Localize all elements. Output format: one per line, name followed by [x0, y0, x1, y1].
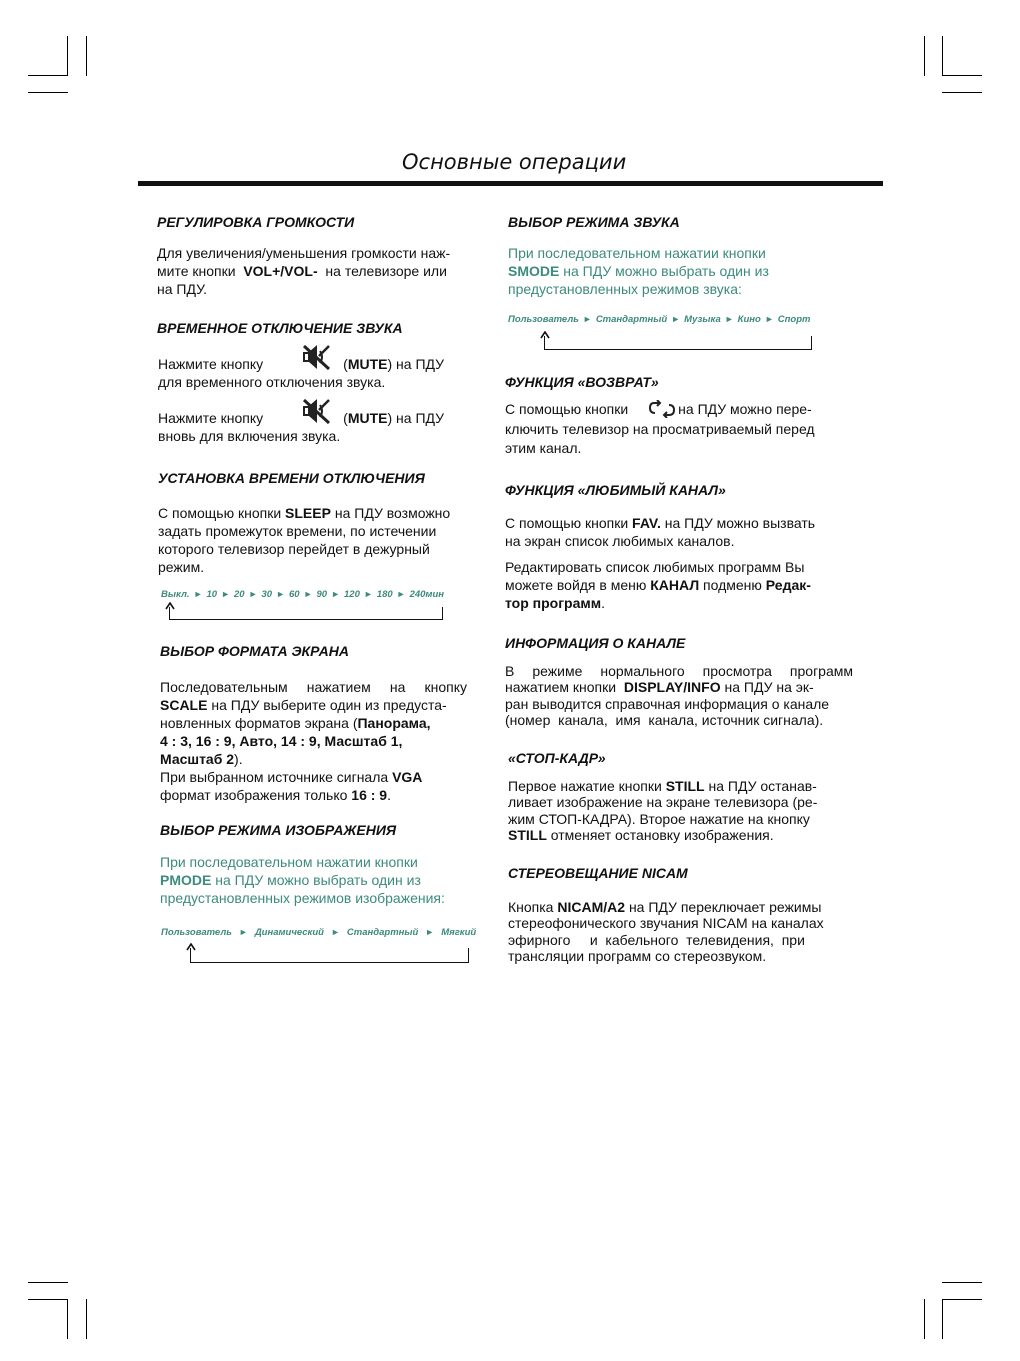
mute-icon [300, 343, 332, 371]
sequence-item: 10 [206, 589, 218, 600]
page-title: Основные операции [402, 150, 627, 174]
sleep-sequence [161, 589, 444, 600]
sequence-item: Пользователь [508, 314, 579, 325]
sequence-item: Стандартный [346, 927, 419, 938]
recall-icon [648, 400, 676, 418]
still-text: Первое нажатие кнопки STILL на ПДУ останав- ливает изображение на экране телевизора (ре- жим СТОП-КАДРА). Второе нажатие на кнопку STILL отменяет остановку изображения. [508, 778, 818, 843]
sound-heading: ВЫБОР РЕЖИМА ЗВУКА [508, 214, 680, 230]
arrow-right-icon: ► [764, 314, 774, 324]
arrow-up-icon [165, 602, 175, 610]
scale-text: Последовательным нажатием на кнопку SCALE на ПДУ выберите один из предуста- новленных форматов экрана (Панорама, 4 : 3, 16 : 9, Авто, 14 : 9, Масштаб 1, Масштаб 2). При выбранном источнике сигнала VGA формат изображения только 16 : 9. [160, 679, 467, 803]
sequence-item: Стандартный [595, 314, 668, 325]
arrow-right-icon: ► [248, 589, 258, 599]
recall-text: С помощью кнопки на ПДУ можно пере- ключить телевизор на просматриваемый перед этим канал. [505, 401, 815, 456]
arrow-right-icon: ► [221, 589, 230, 599]
sequence-item: 20 [234, 589, 245, 600]
info-heading: ИНФОРМАЦИЯ О КАНАЛЕ [505, 635, 686, 651]
sequence-item: 180 [376, 589, 393, 600]
sequence-item: Мягкий [441, 927, 477, 938]
sequence-item: Кино [737, 314, 761, 325]
sequence-item: 30 [261, 589, 273, 600]
arrow-right-icon: ► [425, 927, 435, 937]
arrow-right-icon: ► [363, 589, 373, 599]
mute-heading: ВРЕМЕННОЕ ОТКЛЮЧЕНИЕ ЗВУКА [157, 320, 403, 336]
picture-heading: ВЫБОР РЕЖИМА ИЗОБРАЖЕНИЯ [160, 822, 397, 838]
mute-text-2: Нажмите кнопку (MUTE) на ПДУ вновь для включения звука. [158, 410, 445, 444]
arrow-right-icon: ► [330, 927, 340, 937]
nicam-heading: СТЕРЕОВЕЩАНИЕ NICAM [508, 865, 688, 881]
fav-text-1: С помощью кнопки FAV. на ПДУ можно вызвать на экран список любимых каналов. [505, 515, 816, 549]
sequence-item: Музыка [684, 314, 721, 325]
sequence-item: Выкл. [161, 589, 190, 600]
nicam-text: Кнопка NICAM/A2 на ПДУ переключает режимы стереофонического звучания NICAM на каналах эфирного и кабельного телевидения, при трансляции программ со стереозвуком. [508, 899, 824, 964]
still-heading: «СТОП-КАДР» [508, 750, 606, 766]
sequence-item: 60 [289, 589, 300, 600]
arrow-right-icon: ► [303, 589, 313, 599]
picture-text: При последовательном нажатии кнопки PMODE на ПДУ можно выбрать один из предустановленных режимов изображения: [160, 854, 445, 906]
arrow-right-icon: ► [193, 589, 203, 599]
arrow-right-icon: ► [582, 314, 592, 324]
info-text: В режиме нормального просмотра программ нажатием кнопки DISPLAY/INFO на ПДУ на эк- ран выводится справочная информация о канале (номер канала, имя канала, источник сигнала). [505, 663, 853, 728]
arrow-right-icon: ► [671, 314, 681, 324]
fav-text-2: Редактировать список любимых программ Вы можете войдя в меню КАНАЛ подменю Редак- тор программ. [505, 559, 811, 611]
picture-sequence [161, 927, 476, 938]
sleep-heading: УСТАНОВКА ВРЕМЕНИ ОТКЛЮЧЕНИЯ [158, 470, 425, 486]
recall-heading: ФУНКЦИЯ «ВОЗВРАТ» [505, 374, 659, 390]
sound-text: При последовательном нажатии кнопки SMODE на ПДУ можно выбрать один из предустановленных режимов звука: [508, 245, 769, 297]
title-rule [138, 181, 883, 186]
sequence-item: Динамический [254, 927, 324, 938]
sound-loop-line [544, 336, 812, 350]
arrow-right-icon: ► [276, 589, 285, 599]
sequence-item: Пользователь [161, 927, 232, 938]
sequence-item: 90 [316, 589, 328, 600]
picture-loop-line [190, 948, 469, 963]
fav-heading: ФУНКЦИЯ «ЛЮБИМЫЙ КАНАЛ» [505, 482, 726, 498]
mute-text-1: Нажмите кнопку (MUTE) на ПДУ для временного отключения звука. [158, 356, 445, 390]
arrow-right-icon: ► [396, 589, 406, 599]
sleep-loop-line [169, 607, 443, 620]
sound-sequence [508, 314, 810, 325]
sequence-item: 120 [344, 589, 360, 600]
volume-text: Для увеличения/уменьшения громкости наж- мите кнопки VOL+/VOL- на телевизоре или на ПДУ. [157, 245, 451, 297]
sequence-item: 240мин [409, 589, 444, 600]
volume-heading: РЕГУЛИРОВКА ГРОМКОСТИ [157, 214, 355, 230]
arrow-up-icon [540, 331, 550, 339]
scale-heading: ВЫБОР ФОРМАТА ЭКРАНА [160, 643, 349, 659]
arrow-right-icon: ► [331, 589, 340, 599]
arrow-right-icon: ► [238, 927, 248, 937]
sleep-text: С помощью кнопки SLEEP на ПДУ возможно задать промежуток времени, по истечении которого телевизор перейдет в дежурный режим. [158, 505, 451, 575]
arrow-up-icon [186, 943, 196, 951]
arrow-right-icon: ► [724, 314, 734, 324]
sequence-item: Спорт [777, 314, 811, 325]
mute-icon [300, 397, 332, 425]
